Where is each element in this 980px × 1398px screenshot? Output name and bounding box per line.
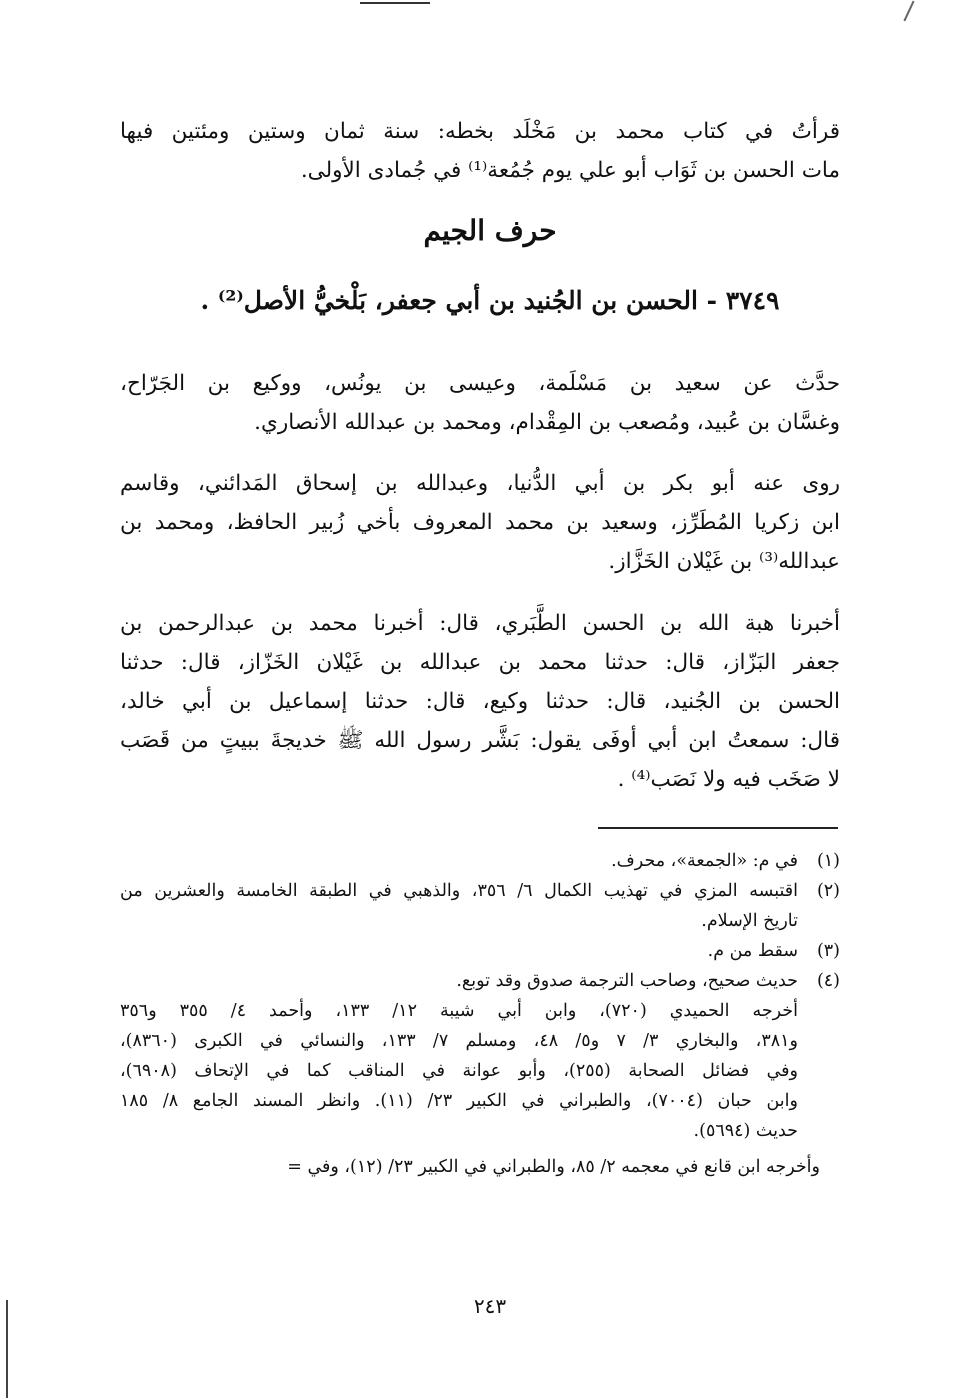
- footnote-divider: [598, 827, 838, 829]
- footnote-4-detail: [120, 996, 840, 1146]
- footnote-text: اقتبسه المزي في تهذيب الكمال ٦/ ٣٥٦، والذهبي في الطبقة الخامسة والعشرين من: [120, 881, 798, 901]
- footnote-text: حديث (٥٦٩٤).: [693, 1121, 798, 1141]
- footnote-text: أخرجه الحميدي (٧٢٠)، وابن أبي شيبة ١٢/ ١٣٣، وأحمد ٤/ ٣٥٥ و٣٥٦: [120, 1001, 798, 1021]
- paragraph-narrators: [120, 464, 840, 581]
- footnote-text: تاريخ الإسلام.: [701, 911, 798, 931]
- footnote-3: [120, 936, 840, 966]
- footnote-number: (٣): [816, 941, 840, 961]
- intro-paragraph: [120, 112, 840, 190]
- footnote-2: [120, 876, 840, 936]
- text-line: جعفر البَزّاز، قال: حدثنا محمد بن عبدالله بن غَيْلان الخَزّاز، قال: حدثنا: [120, 650, 840, 675]
- footnote-text: وفي فضائل الصحابة (٢٥٥)، وأبو عوانة في المناقب كما في الإتحاف (٦٩٠٨)،: [120, 1061, 798, 1081]
- text-line: مات الحسن بن ثَوَاب أبو علي يوم جُمُعة⁽¹⁾ في جُمادى الأولى.: [300, 158, 840, 183]
- text-line: أخبرنا هبة الله بن الحسن الطَّبَري، قال: أخبرنا محمد بن عبدالرحمن بن: [120, 611, 840, 636]
- footnote-4: [120, 966, 840, 996]
- footnote-number: (١): [816, 851, 840, 871]
- footnotes: [120, 846, 840, 1182]
- text-line: قال: سمعتُ ابن أبي أوفَى يقول: بَشَّر رسول الله ﷺ خديجةَ ببيتٍ من قَصَب: [120, 728, 840, 753]
- section-title: حرف الجيم: [423, 214, 557, 247]
- scan-mark-top: [360, 2, 430, 10]
- footnote-text: سقط من م.: [707, 941, 798, 961]
- footnote-text: في م: «الجمعة»، محرف.: [611, 851, 798, 871]
- page-number: ٢٤٣: [473, 1294, 507, 1318]
- footnote-text: و٣٨١، والبخاري ٣/ ٧ و٥/ ٤٨، ومسلم ٧/ ١٣٣، والنسائي في الكبرى (٨٣٦٠)،: [120, 1031, 798, 1051]
- entry-title: ٣٧٤٩ - الحسن بن الجُنيد بن أبي جعفر، بَلْخيُّ الأصل⁽²⁾ .: [200, 286, 780, 315]
- text-line: عبدالله⁽³⁾ بن غَيْلان الخَزَّاز.: [608, 549, 840, 574]
- footnote-text: وابن حبان (٧٠٠٤)، والطبراني في الكبير ٢٣/ (١١). وانظر المسند الجامع ٨/ ١٨٥: [120, 1091, 798, 1111]
- paragraph-hadith: [120, 604, 840, 799]
- text-line: روى عنه أبو بكر بن أبي الدُّنيا، وعبدالله بن إسحاق المَدائني، وقاسم: [120, 471, 840, 496]
- text-line: ابن زكريا المُطَرِّز، وسعيد بن محمد المعروف بأخي زُبير الحافظ، ومحمد بن: [120, 510, 840, 535]
- scan-mark-corner: [903, 1, 914, 22]
- text-line: قرأتُ في كتاب محمد بن مَخْلَد بخطه: سنة ثمان وستين ومئتين فيها: [120, 119, 840, 144]
- footnote-number: (٤): [816, 971, 840, 991]
- text-line: لا صَخَب فيه ولا نَصَب⁽⁴⁾ .: [617, 767, 840, 792]
- text-line: حدَّث عن سعيد بن مَسْلَمة، وعيسى بن يونُس، ووكيع بن الجَرّاح،: [120, 371, 840, 396]
- paragraph-narrated-from: [120, 364, 840, 442]
- footnote-1: [120, 846, 840, 876]
- footnote-continuation: وأخرجه ابن قانع في معجمه ٢/ ٨٥، والطبراني في الكبير ٢٣/ (١٢)، وفي =: [287, 1157, 820, 1177]
- text-line: الحسن بن الجُنيد، قال: حدثنا وكيع، قال: حدثنا إسماعيل بن أبي خالد،: [120, 689, 840, 714]
- footnote-text: حديث صحيح، وصاحب الترجمة صدوق وقد توبع.: [456, 971, 798, 991]
- text-line: وغسَّان بن عُبيد، ومُصعب بن المِقْدام، ومحمد بن عبدالله الأنصاري.: [254, 410, 840, 435]
- footnote-number: (٢): [816, 881, 840, 901]
